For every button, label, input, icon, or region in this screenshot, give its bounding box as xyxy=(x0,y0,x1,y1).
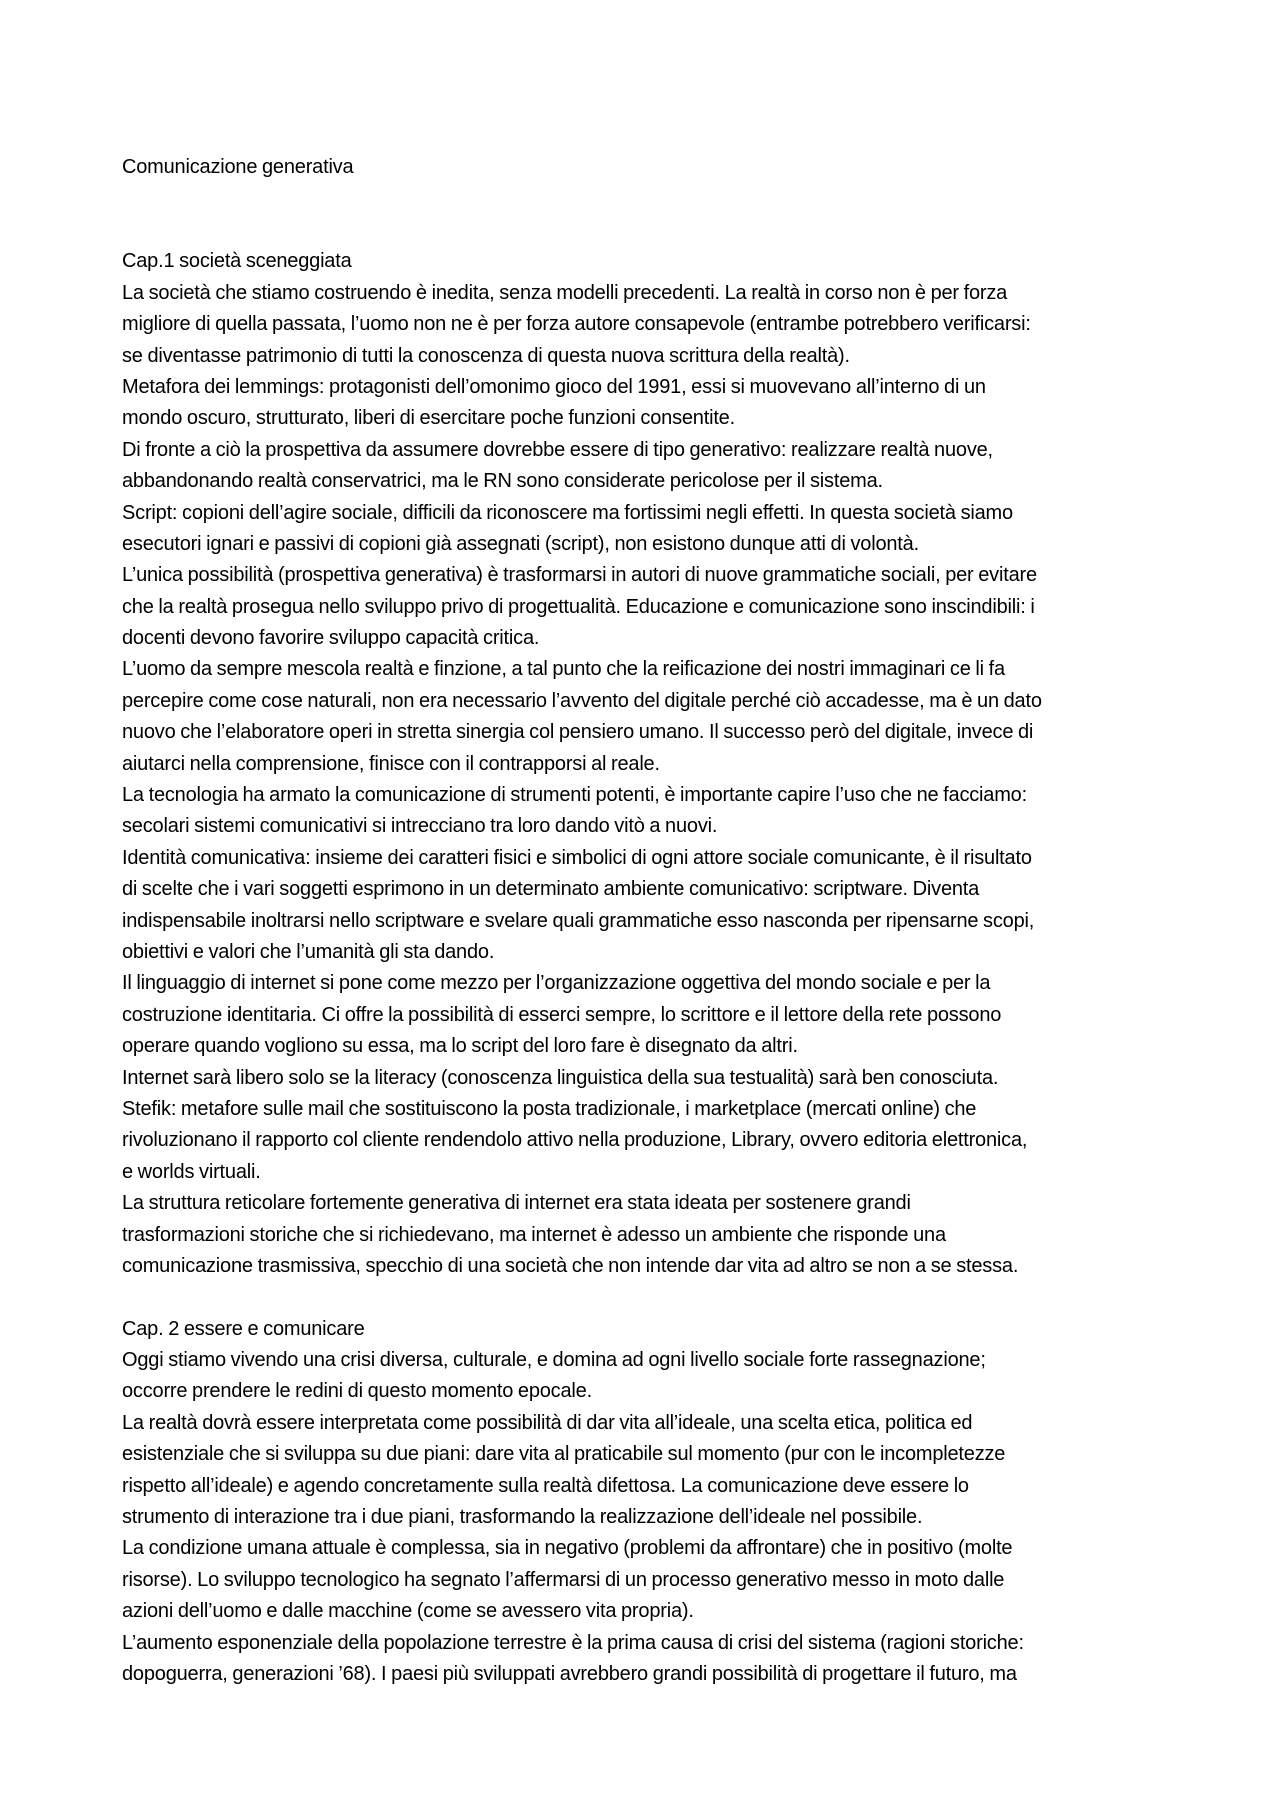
text-line: Script: copioni dell’agire sociale, difficili da riconoscere ma fortissimi negli effetti. In questa società siamo xyxy=(122,501,1013,524)
text-line: secolari sistemi comunicativi si intrecciano tra loro dando vitò a nuovi. xyxy=(122,815,718,838)
text-line: docenti devono favorire sviluppo capacità critica. xyxy=(122,627,540,650)
text-line: Metafora dei lemmings: protagonisti dell’omonimo gioco del 1991, essi si muovevano all’interno di un xyxy=(122,375,986,398)
chapter-section xyxy=(122,246,1172,1282)
text-line: che la realtà prosegua nello sviluppo privo di progettualità. Educazione e comunicazione sono inscindibili: i xyxy=(122,595,1035,618)
text-line: risorse). Lo sviluppo tecnologico ha segnato l’affermarsi di un processo generativo messo in moto dalle xyxy=(122,1568,1005,1591)
paragraph xyxy=(122,780,1172,843)
chapters-container xyxy=(122,246,1172,1690)
paragraph xyxy=(122,1188,1172,1282)
text-line: esecutori ignari e passivi di copioni già assegnati (script), non esistono dunque atti di volontà. xyxy=(122,532,919,555)
text-line: esistenziale che si sviluppa su due piani: dare vita al praticabile sul momento (pur con le incompletezze xyxy=(122,1443,1006,1466)
document-body xyxy=(122,152,1172,1690)
paragraph xyxy=(122,1408,1172,1534)
paragraph xyxy=(122,1345,1172,1408)
paragraph xyxy=(122,435,1172,498)
text-line: indispensabile inoltrarsi nello scriptware e svelare quali grammatiche esso nasconda per ripensarne scopi, xyxy=(122,909,1035,932)
paragraph xyxy=(122,654,1172,780)
text-line: obiettivi e valori che l’umanità gli sta dando. xyxy=(122,941,495,963)
text-line: rivoluzionano il rapporto col cliente rendendolo attivo nella produzione, Library, ovvero editoria elettronica, xyxy=(122,1129,1028,1152)
text-line: La società che stiamo costruendo è inedita, senza modelli precedenti. La realtà in corso non è per forza xyxy=(122,281,1008,304)
chapter-heading: Cap.1 società sceneggiata xyxy=(122,250,352,273)
paragraph xyxy=(122,1628,1172,1691)
text-line: operare quando vogliono su essa, ma lo script del loro fare è disegnato da altri. xyxy=(122,1035,798,1058)
text-line: occorre prendere le redini di questo momento epocale. xyxy=(122,1380,592,1403)
paragraph xyxy=(122,968,1172,1062)
text-line: L’unica possibilità (prospettiva generativa) è trasformarsi in autori di nuove grammatiche sociali, per evitare xyxy=(122,564,1037,587)
chapter-heading: Cap. 2 essere e comunicare xyxy=(122,1317,365,1340)
text-line: strumento di interazione tra i due piani, trasformando la realizzazione dell’ideale nel possibile. xyxy=(122,1506,923,1529)
text-line: aiutarci nella comprensione, finisce con il contrapporsi al reale. xyxy=(122,752,660,775)
paragraph xyxy=(122,372,1172,435)
text-line: Identità comunicativa: insieme dei caratteri fisici e simbolici di ogni attore sociale comunicante, è il risultato xyxy=(122,846,1032,869)
text-line: Il linguaggio di internet si pone come mezzo per l’organizzazione oggettiva del mondo sociale e per la xyxy=(122,972,991,995)
text-line: La condizione umana attuale è complessa, sia in negativo (problemi da affrontare) che in positivo (molte xyxy=(122,1537,1013,1560)
text-line: dopoguerra, generazioni ’68). I paesi più sviluppati avrebbero grandi possibilità di progettare il futuro, ma xyxy=(122,1663,1017,1685)
text-line: comunicazione trasmissiva, specchio di una società che non intende dar vita ad altro se non a se stessa. xyxy=(122,1254,1019,1277)
text-line: trasformazioni storiche che si richiedevano, ma internet è adesso un ambiente che risponde una xyxy=(122,1223,946,1246)
paragraph xyxy=(122,843,1172,969)
text-line: di scelte che i vari soggetti esprimono in un determinato ambiente comunicativo: scriptware. Diventa xyxy=(122,878,980,901)
text-line: rispetto all’ideale) e agendo concretamente sulla realtà difettosa. La comunicazione deve essere lo xyxy=(122,1474,969,1497)
paragraph xyxy=(122,1063,1172,1094)
text-line: costruzione identitaria. Ci offre la possibilità di esserci sempre, lo scrittore e il lettore della rete possono xyxy=(122,1003,1002,1026)
paragraph xyxy=(122,1094,1172,1188)
text-line: mondo oscuro, strutturato, liberi di esercitare poche funzioni consentite. xyxy=(122,407,735,430)
spacer xyxy=(122,183,1172,246)
paragraph xyxy=(122,560,1172,654)
text-line: nuovo che l’elaboratore operi in stretta sinergia col pensiero umano. Il successo però del digitale, invece di xyxy=(122,721,1034,744)
text-line: La realtà dovrà essere interpretata come possibilità di dar vita all’ideale, una scelta etica, politica ed xyxy=(122,1411,973,1434)
text-line: Oggi stiamo vivendo una crisi diversa, culturale, e domina ad ogni livello sociale forte rassegnazione; xyxy=(122,1349,986,1372)
chapter-spacer xyxy=(122,1282,1172,1313)
text-line: La struttura reticolare fortemente generativa di internet era stata ideata per sostenere grandi xyxy=(122,1192,911,1215)
text-line: L’uomo da sempre mescola realtà e finzione, a tal punto che la reificazione dei nostri immaginari ce li fa xyxy=(122,658,1005,681)
text-line: Di fronte a ciò la prospettiva da assumere dovrebbe essere di tipo generativo: realizzare realtà nuove, xyxy=(122,438,993,461)
paragraph xyxy=(122,278,1172,372)
chapter-section xyxy=(122,1314,1172,1691)
paragraph xyxy=(122,1533,1172,1627)
document-title: Comunicazione generativa xyxy=(122,156,354,178)
text-line: Internet sarà libero solo se la literacy (conoscenza linguistica della sua testualità) sarà ben conosciuta. xyxy=(122,1066,999,1089)
text-line: migliore di quella passata, l’uomo non ne è per forza autore consapevole (entrambe potrebbero verificarsi: xyxy=(122,313,1031,336)
text-line: azioni dell’uomo e dalle macchine (come se avessero vita propria). xyxy=(122,1600,694,1623)
text-line: se diventasse patrimonio di tutti la conoscenza di questa nuova scrittura della realtà). xyxy=(122,344,850,367)
text-line: percepire come cose naturali, non era necessario l’avvento del digitale perché ciò accadesse, ma è un dato xyxy=(122,689,1042,712)
text-line: La tecnologia ha armato la comunicazione di strumenti potenti, è importante capire l’uso che ne facciamo: xyxy=(122,784,1027,807)
text-line: abbandonando realtà conservatrici, ma le RN sono considerate pericolose per il sistema. xyxy=(122,470,883,493)
text-line: e worlds virtuali. xyxy=(122,1160,261,1183)
text-line: L’aumento esponenziale della popolazione terrestre è la prima causa di crisi del sistema (ragioni storiche: xyxy=(122,1631,1024,1654)
text-line: Stefik: metafore sulle mail che sostituiscono la posta tradizionale, i marketplace (mercati online) che xyxy=(122,1097,977,1120)
paragraph xyxy=(122,498,1172,561)
